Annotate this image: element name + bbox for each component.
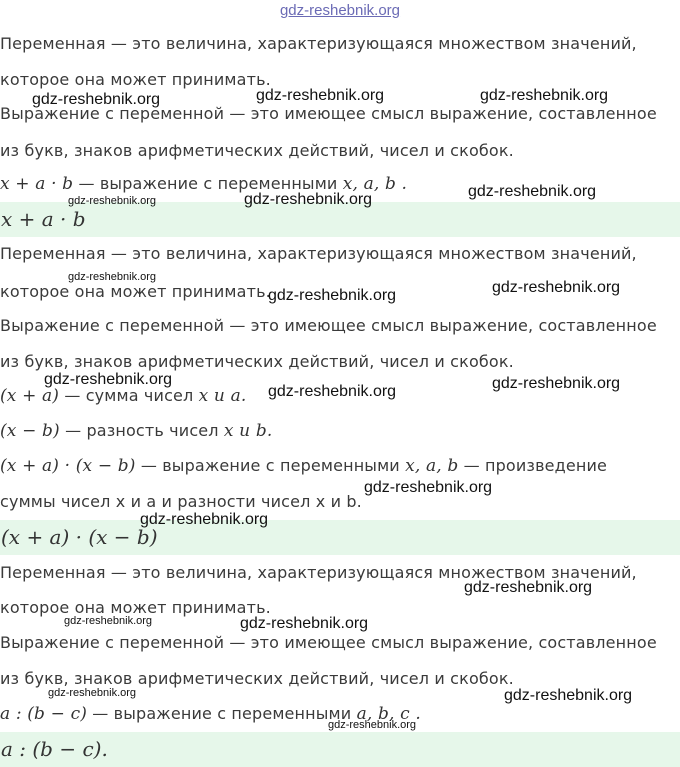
difference-text: — разность чисел: [59, 421, 224, 440]
watermark-text: gdz-reshebnik.org: [48, 687, 137, 699]
variable-definition-line-2-b3: которое она может принимать.: [0, 598, 271, 617]
block3-answer: a : (b − c).: [1, 737, 108, 761]
product-formula: (x + a) · (x − b): [0, 456, 136, 476]
watermark-text: gdz-reshebnik.org: [492, 279, 621, 296]
watermark-text: gdz-reshebnik.org: [268, 287, 397, 304]
sum-text: — сумма чисел: [59, 386, 199, 405]
product-text: — выражение с переменными: [135, 456, 406, 475]
watermark-text: gdz-reshebnik.org: [464, 579, 593, 596]
block3-answer-band: [0, 732, 680, 767]
watermark-text: gdz-reshebnik.org: [504, 687, 633, 704]
product-tail: — произведение: [458, 456, 608, 475]
watermark-text: gdz-reshebnik.org: [468, 183, 597, 200]
watermark-text: gdz-reshebnik.org: [32, 91, 161, 108]
variable-definition-line-1: Переменная — это величина, характеризующаяся множеством значений,: [0, 34, 637, 53]
difference-end: x и b.: [223, 421, 273, 441]
sum-statement: [0, 386, 246, 406]
expression-definition-line-2-b2: из букв, знаков арифметических действий, чисел и скобок.: [0, 352, 514, 371]
block1-answer: x + a · b: [1, 207, 86, 231]
watermark-text: gdz-reshebnik.org: [268, 383, 397, 400]
watermark-text: gdz-reshebnik.org: [328, 719, 417, 731]
product-statement-line-2: суммы чисел x и a и разности чисел x и b.: [0, 492, 362, 511]
difference-statement: [0, 421, 272, 441]
watermark-text: gdz-reshebnik.org: [64, 615, 153, 627]
block3-formula: a : (b − c): [0, 704, 88, 724]
variable-definition-line-1-b3: Переменная — это величина, характеризующаяся множеством значений,: [0, 563, 637, 582]
block3-text: — выражение с переменными: [87, 704, 357, 723]
block3-vars: a, b, c .: [356, 704, 421, 724]
variable-definition-line-1-b2: Переменная — это величина, характеризующаяся множеством значений,: [0, 244, 637, 263]
block2-answer-band: [0, 520, 680, 555]
expression-definition-line-2: из букв, знаков арифметических действий, чисел и скобок.: [0, 141, 514, 160]
product-statement: [0, 456, 607, 476]
watermark-text: gdz-reshebnik.org: [244, 191, 373, 208]
expression-definition-line-2-b3: из букв, знаков арифметических действий, чисел и скобок.: [0, 669, 514, 688]
block1-text: — выражение с переменными: [73, 174, 343, 193]
block2-answer: (x + a) · (x − b): [1, 525, 158, 549]
watermark-text: gdz-reshebnik.org: [240, 615, 369, 632]
site-header-link[interactable]: gdz-reshebnik.org: [279, 2, 401, 19]
watermark-text: gdz-reshebnik.org: [68, 271, 157, 283]
sum-formula: (x + a): [0, 386, 60, 406]
difference-formula: (x − b): [0, 421, 60, 441]
expression-definition-line-1: Выражение с переменной — это имеющее смысл выражение, составленное: [0, 104, 657, 123]
watermark-text: gdz-reshebnik.org: [256, 87, 385, 104]
watermark-text: gdz-reshebnik.org: [492, 375, 621, 392]
expression-definition-line-1-b2: Выражение с переменной — это имеющее смысл выражение, составленное: [0, 316, 657, 335]
watermark-text: gdz-reshebnik.org: [44, 371, 173, 388]
expression-definition-line-1-b3: Выражение с переменной — это имеющее смысл выражение, составленное: [0, 633, 657, 652]
watermark-text: gdz-reshebnik.org: [140, 511, 269, 528]
sum-end: x и a.: [198, 386, 247, 406]
watermark-text: gdz-reshebnik.org: [480, 87, 609, 104]
block1-formula: x + a · b: [0, 174, 74, 194]
watermark-text: gdz-reshebnik.org: [364, 479, 493, 496]
watermark-text: gdz-reshebnik.org: [68, 195, 157, 207]
variable-definition-line-2: которое она может принимать.: [0, 70, 271, 89]
variable-definition-line-2-b2: которое она может принимать.: [0, 282, 271, 301]
block1-vars: x, a, b .: [342, 174, 408, 194]
product-vars: x, a, b: [405, 456, 459, 476]
